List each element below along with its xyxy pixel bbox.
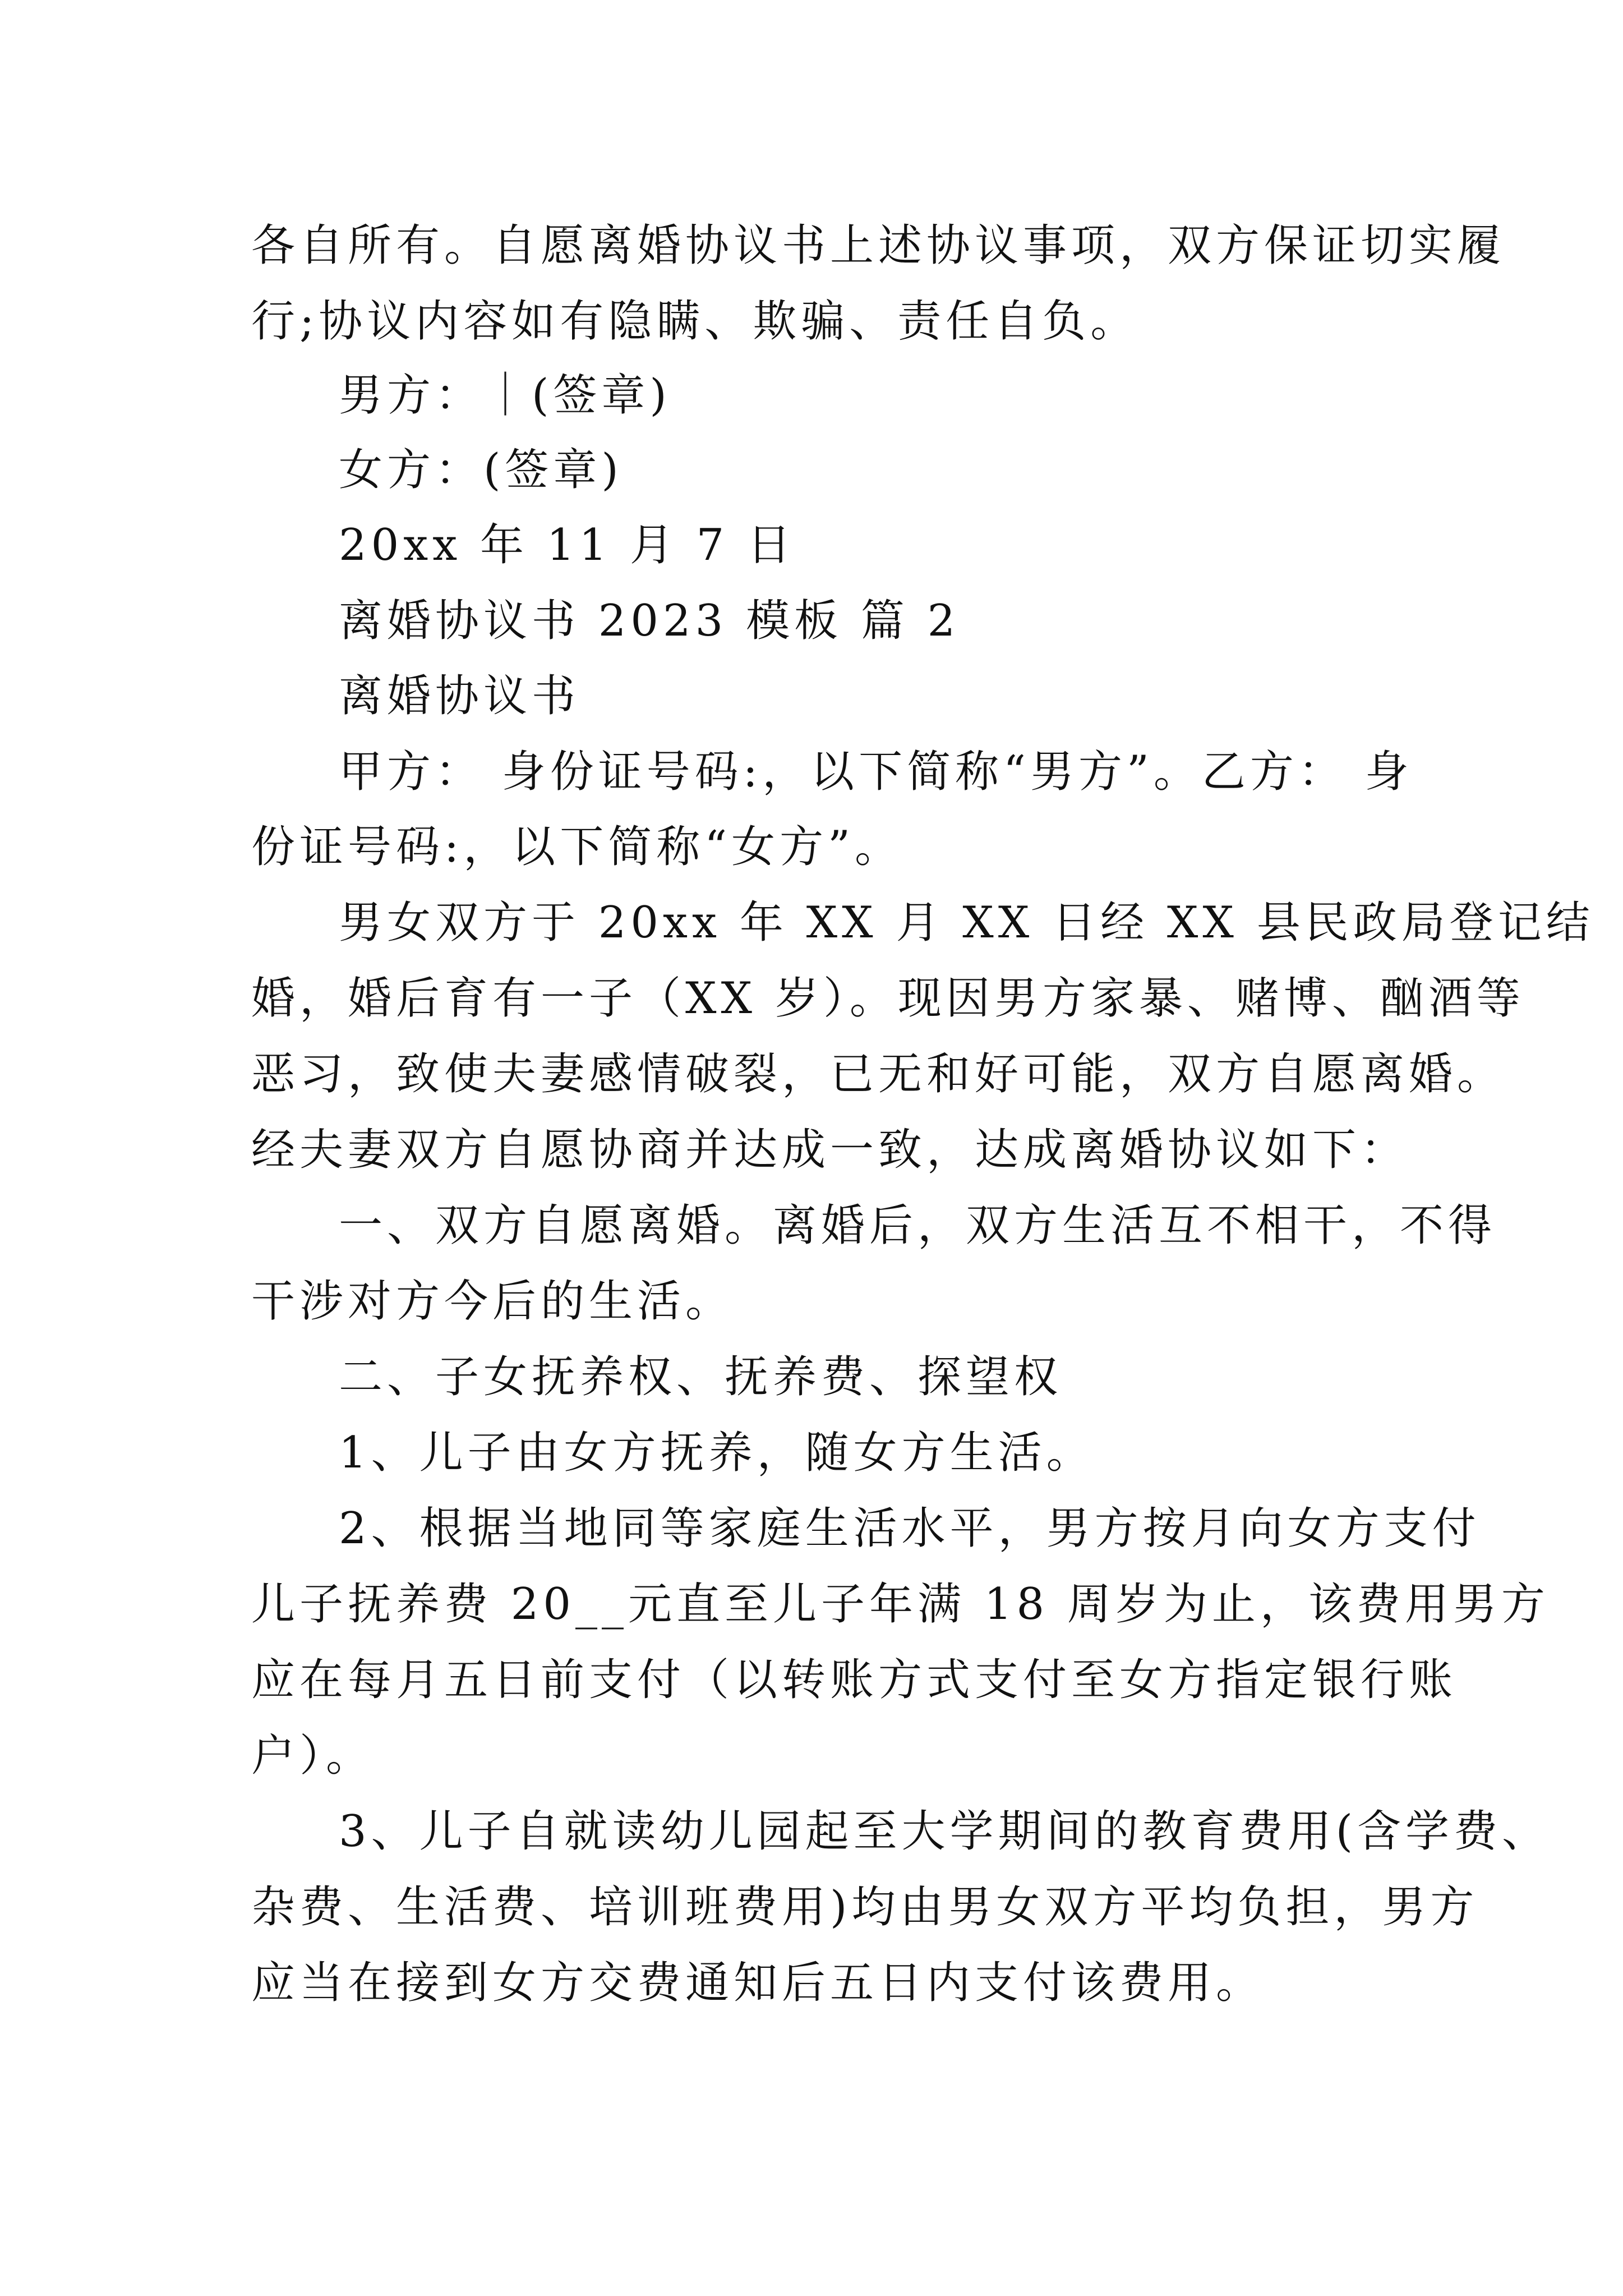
paragraph-line: 1、儿子由女方抚养，随女方生活。 [339, 1428, 1095, 1478]
paragraph-line: 恶习，致使夫妻感情破裂，已无和好可能，双方自愿离婚。 [251, 1049, 1506, 1099]
paragraph-line: 男女双方于 20xx 年 XX 月 XX 日经 XX 县民政局登记结 [339, 898, 1594, 948]
paragraph-line: 行;协议内容如有隐瞒、欺骗、责任自负。 [251, 296, 1139, 347]
paragraph-line: 应当在接到女方交费通知后五日内支付该费用。 [251, 1958, 1265, 2008]
section-heading: 二、子女抚养权、抚养费、探望权 [339, 1352, 1063, 1402]
paragraph-line: 一、双方自愿离婚。离婚后，双方生活互不相干，不得 [339, 1200, 1497, 1251]
paragraph-line: 份证号码:，以下简称“女方”。 [251, 822, 903, 872]
date-line: 20xx 年 11 月 7 日 [339, 520, 796, 570]
section-heading: 离婚协议书 2023 模板 篇 2 [339, 596, 960, 646]
paragraph-line: 杂费、生活费、培训班费用)均由男女双方平均负担，男方 [251, 1882, 1479, 1932]
paragraph-line: 3、儿子自就读幼儿园起至大学期间的教育费用(含学费、 [339, 1806, 1551, 1857]
document-title: 离婚协议书 [339, 671, 580, 721]
paragraph-line: 婚，婚后育有一子（XX 岁）。现因男方家暴、赌博、酗酒等 [251, 973, 1525, 1024]
signature-line-female: 女方：(签章) [339, 445, 623, 495]
paragraph-line: 干涉对方今后的生活。 [251, 1276, 734, 1327]
paragraph-line: 应在每月五日前支付（以转账方式支付至女方指定银行账 [251, 1655, 1458, 1705]
paragraph-line: 经夫妻双方自愿协商并达成一致，达成离婚协议如下： [251, 1125, 1409, 1175]
paragraph-line: 户）。 [251, 1731, 375, 1781]
paragraph-line: 各自所有。自愿离婚协议书上述协议事项，双方保证切实履 [251, 220, 1506, 271]
paragraph-line: 甲方： 身份证号码:，以下简称“男方”。乙方： 身 [339, 747, 1413, 797]
paragraph-line: 儿子抚养费 20__元直至儿子年满 18 周岁为止，该费用男方 [251, 1579, 1550, 1630]
signature-line-male: 男方：｜(签章) [339, 370, 671, 421]
paragraph-line: 2、根据当地同等家庭生活水平，男方按月向女方支付 [339, 1503, 1481, 1554]
